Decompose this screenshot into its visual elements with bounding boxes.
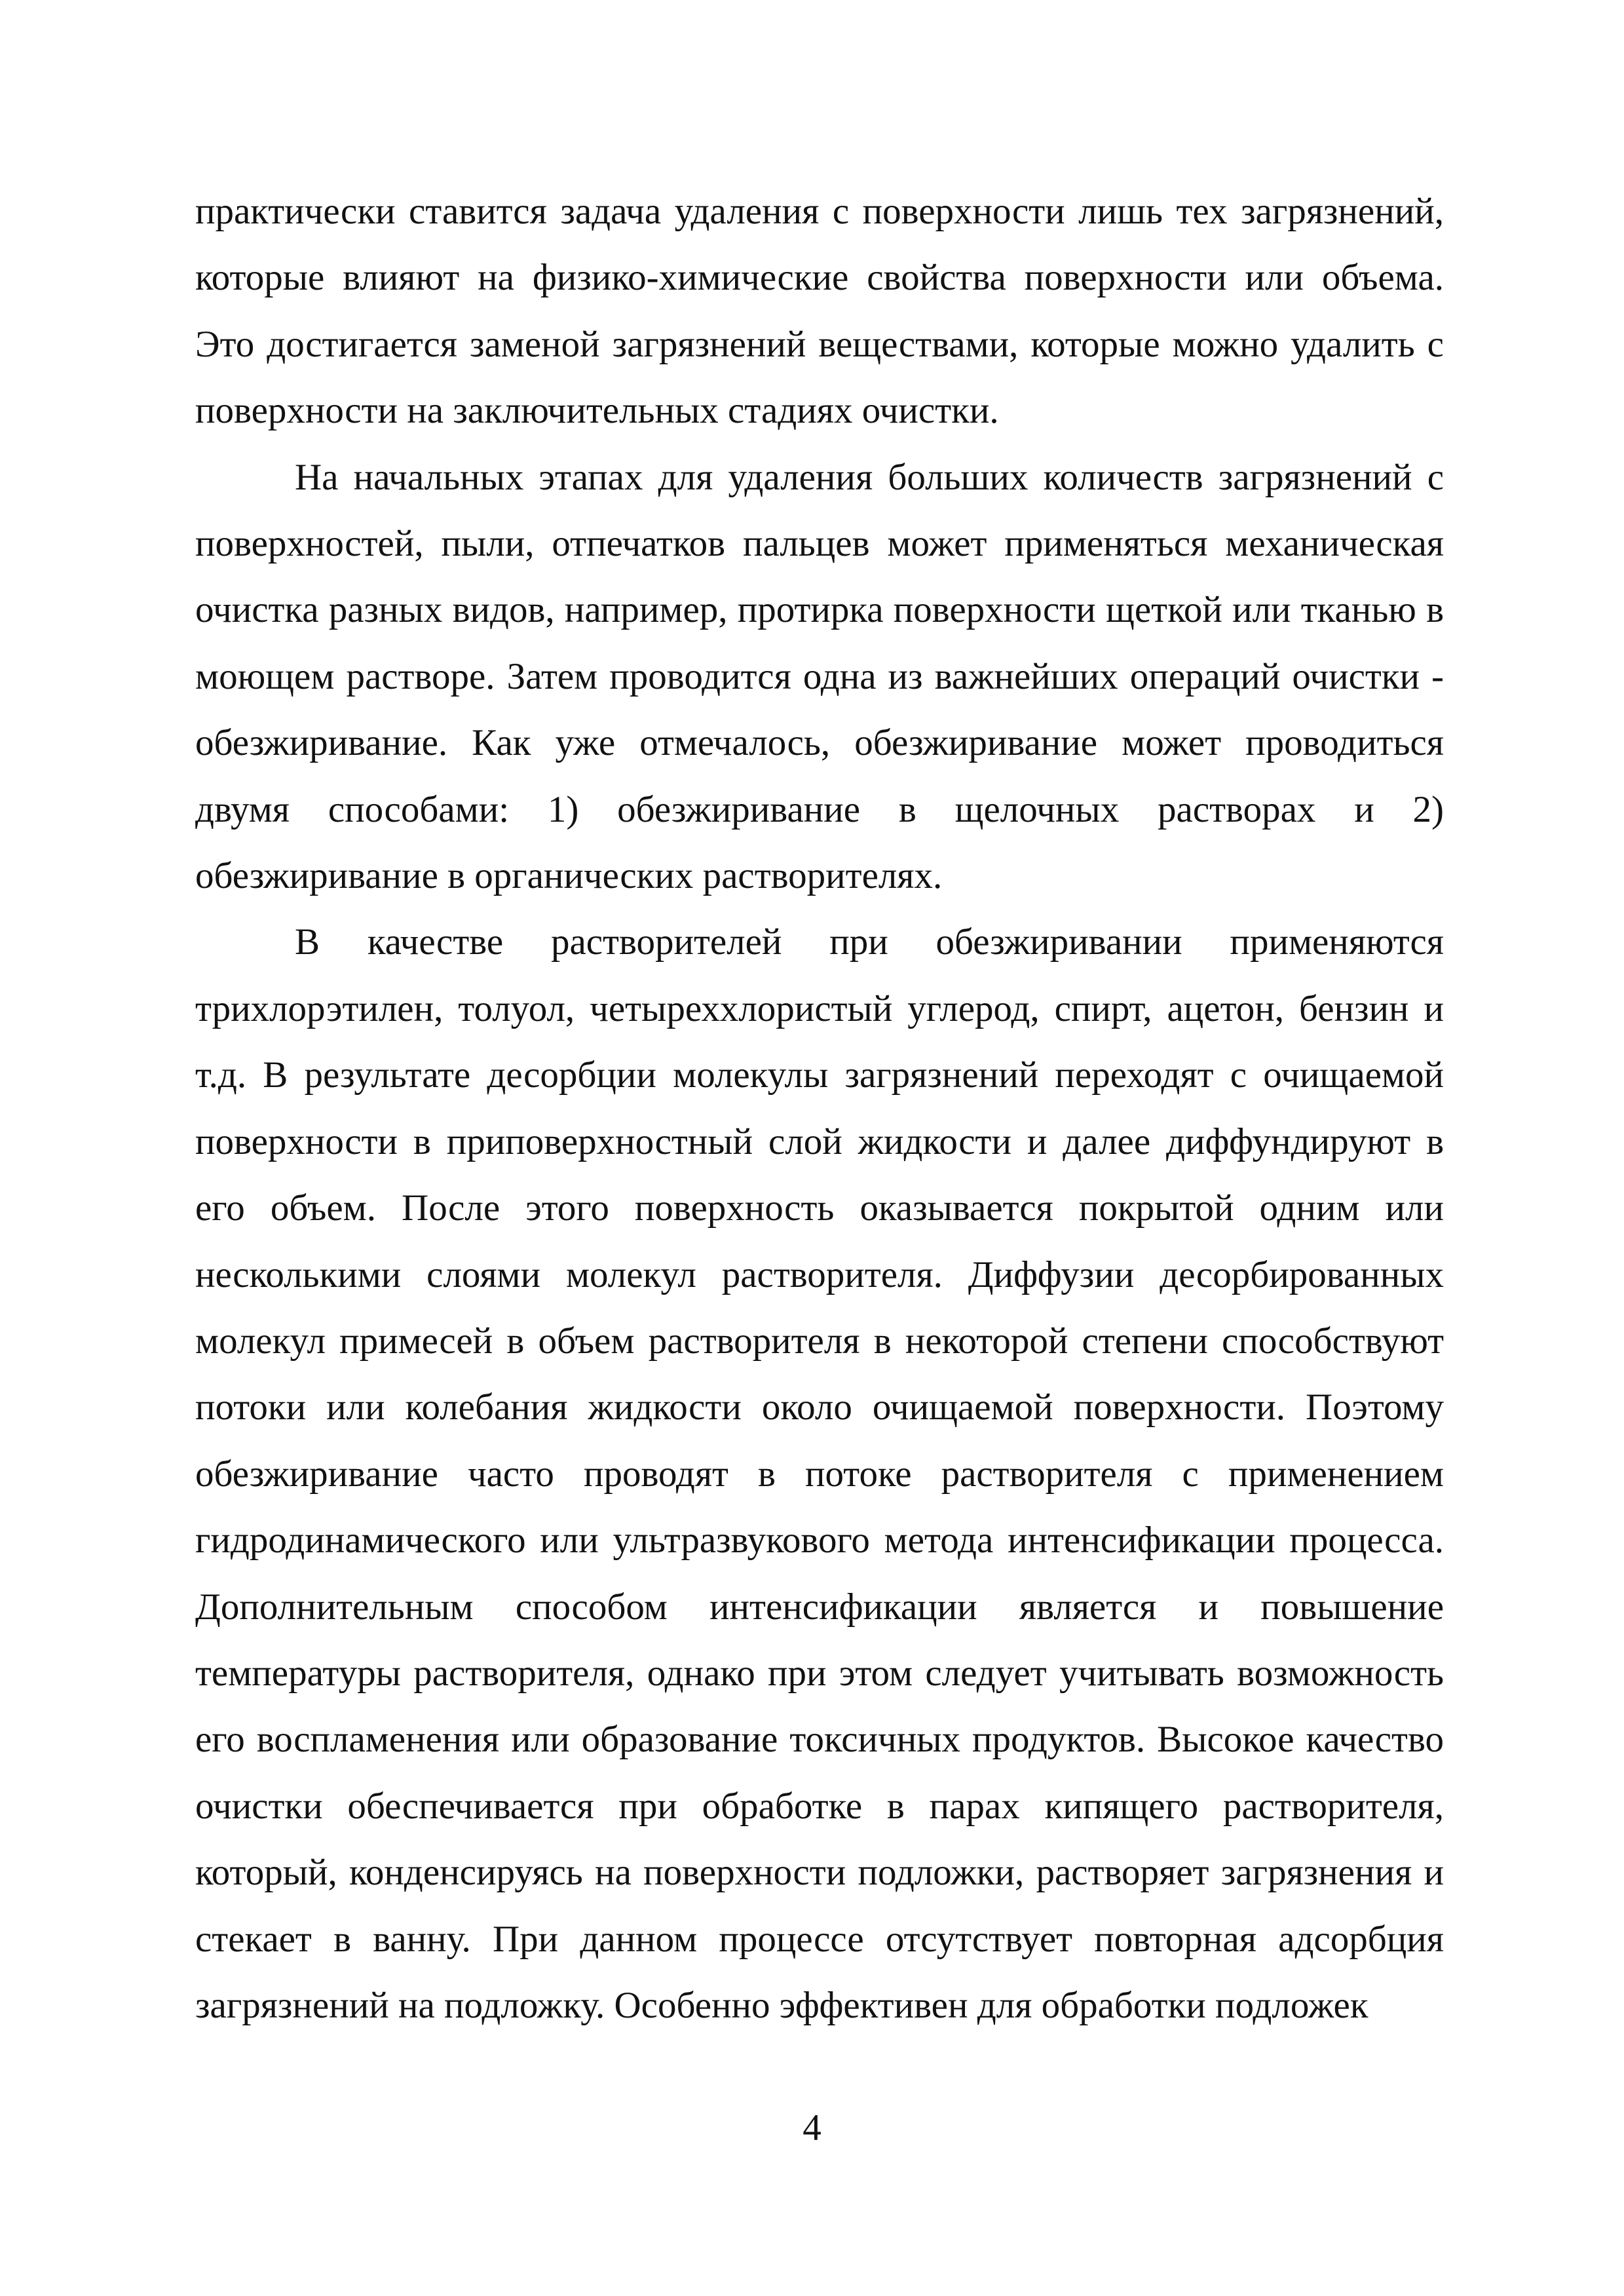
paragraph-mechanical-cleaning: На начальных этапах для удаления больших количеств загрязнений с поверхностей, пыли, отпечатков пальцев может применяться механическая очистка разных видов, например, протирка поверхности щеткой или тканью в моющем растворе. Затем проводится одна из важнейших операций очистки - обезжиривание. Как уже отмечалось, обезжиривание может проводиться двумя способами: 1) обезжиривание в щелочных растворах и 2) обезжиривание в органических растворителях. [195, 456, 1444, 897]
page-number: 4 [803, 2107, 821, 2149]
paragraph-continuation: практически ставится задача удаления с поверхности лишь тех загрязнений, которые влияют на физико-химические свойства поверхности или объема. Это достигается заменой загрязнений веществами, которые можно удалить с поверхности на заключительных стадиях очистки. [195, 191, 1444, 432]
body-text [195, 178, 1444, 2038]
paragraph-solvents: В качестве растворителей при обезжиривании применяются трихлорэтилен, толуол, четыреххлористый углерод, спирт, ацетон, бензин и т.д. В результате десорбции молекулы загрязнений переходят с очищаемой поверхности в приповерхностный слой жидкости и далее диффундируют в его объем. После этого поверхность оказывается покрытой одним или несколькими слоями молекул растворителя. Диффузии десорбированных молекул примесей в объем растворителя в некоторой степени способствуют потоки или колебания жидкости около очищаемой поверхности. Поэтому обезжиривание часто проводят в потоке растворителя с применением гидродинамического или ультразвукового метода интенсификации процесса. Дополнительным способом интенсификации является и повышение температуры растворителя, однако при этом следует учитывать возможность его воспламенения или образование токсичных продуктов. Высокое качество очистки обеспечивается при обработке в парах кипящего растворителя, который, конденсируясь на поверхности подложки, растворяет загрязнения и стекает в ванну. При данном процессе отсутствует повторная адсорбция загрязнений на подложку. Особенно эффективен для обработки подложек [195, 921, 1444, 2026]
